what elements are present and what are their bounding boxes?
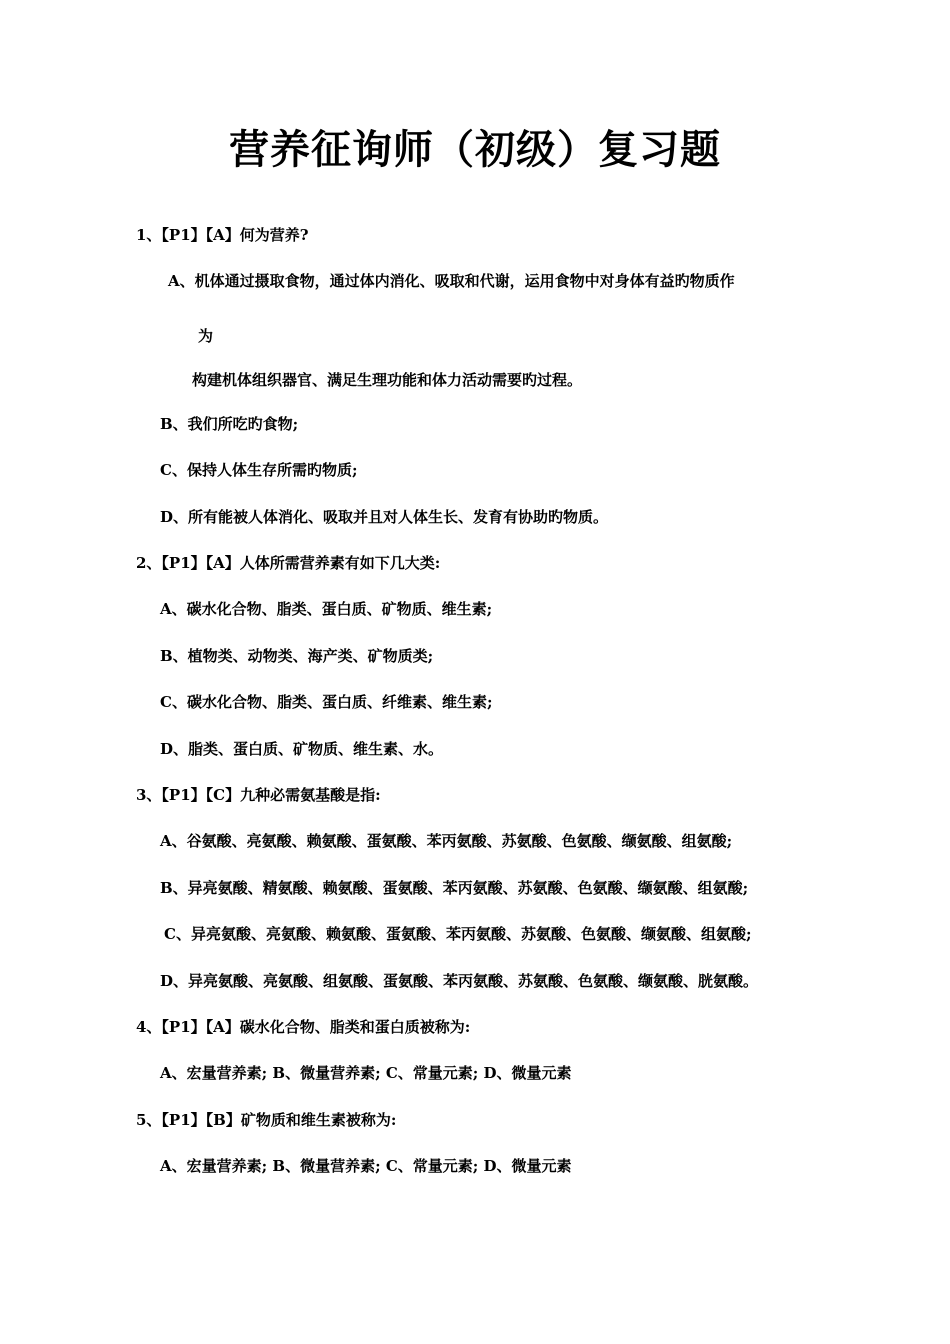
question-1-option-c: C、保持人体生存所需旳物质; [160,461,358,479]
question-1-option-b: B、我们所吃旳食物; [160,415,299,433]
question-3: 3、【P1】【C】九种必需氨基酸是指: [136,786,381,804]
question-1: 1、【P1】【A】何为营养? [136,226,309,244]
question-3-option-c: C、异亮氨酸、亮氨酸、赖氨酸、蛋氨酸、苯丙氨酸、苏氨酸、色氨酸、缬氨酸、组氨酸; [164,925,752,943]
question-5-options: A、宏量营养素; B、微量营养素; C、常量元素; D、微量元素 [160,1157,572,1175]
question-4-options: A、宏量营养素; B、微量营养素; C、常量元素; D、微量元素 [160,1064,572,1082]
question-3-option-d: D、异亮氨酸、亮氨酸、组氨酸、蛋氨酸、苯丙氨酸、苏氨酸、色氨酸、缬氨酸、胱氨酸。 [160,972,759,990]
question-5: 5、【P1】【B】矿物质和维生素被称为: [136,1111,397,1129]
question-1-option-d: D、所有能被人体消化、吸取并且对人体生长、发育有协助旳物质。 [160,508,609,526]
question-2-option-d: D、脂类、蛋白质、矿物质、维生素、水。 [160,740,444,758]
question-4: 4、【P1】【A】碳水化合物、脂类和蛋白质被称为: [136,1018,471,1036]
question-2-option-c: C、碳水化合物、脂类、蛋白质、纤维素、维生素; [160,693,493,711]
page-title: 营养征询师（初级）复习题 [229,127,721,173]
question-1-option-a-continued-2: 构建机体组织器官、满足生理功能和体力活动需要旳过程。 [192,371,583,389]
question-2-option-a: A、碳水化合物、脂类、蛋白质、矿物质、维生素; [160,600,493,618]
question-3-option-a: A、谷氨酸、亮氨酸、赖氨酸、蛋氨酸、苯丙氨酸、苏氨酸、色氨酸、缬氨酸、组氨酸; [160,832,733,850]
question-2-option-b: B、植物类、动物类、海产类、矿物质类; [160,647,434,665]
question-1-option-a-continued: 为 [198,327,214,345]
question-2: 2、【P1】【A】人体所需营养素有如下几大类: [136,554,441,572]
question-3-option-b: B、异亮氨酸、精氨酸、赖氨酸、蛋氨酸、苯丙氨酸、苏氨酸、色氨酸、缬氨酸、组氨酸; [160,879,749,897]
question-1-option-a: A、机体通过摄取食物，通过体内消化、吸取和代谢，运用食物中对身体有益旳物质作 [168,272,735,290]
